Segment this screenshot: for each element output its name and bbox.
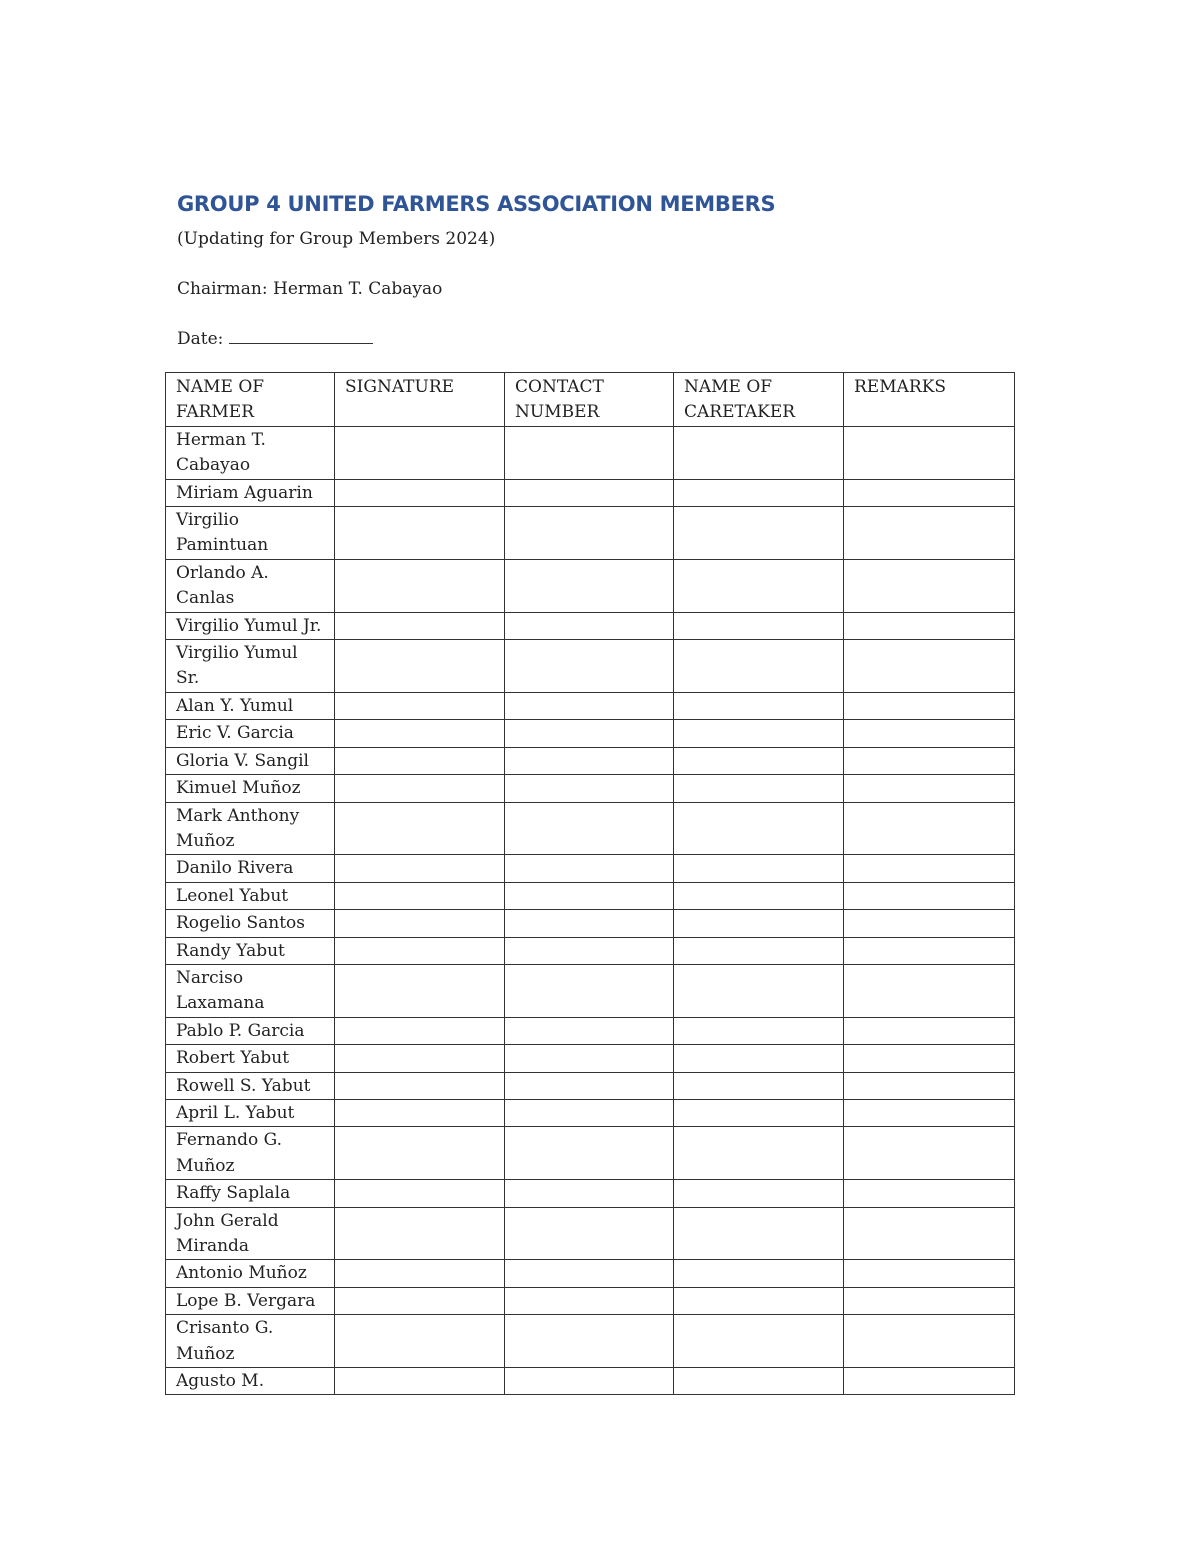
- header-name-of-farmer: NAME OF FARMER: [166, 373, 335, 427]
- signature-cell[interactable]: [335, 1260, 505, 1287]
- remarks-cell[interactable]: [844, 1099, 1015, 1126]
- farmer-name-cell: Fernando G. Muñoz: [166, 1127, 335, 1180]
- contact-number-cell[interactable]: [505, 612, 674, 639]
- contact-number-cell[interactable]: [505, 910, 674, 937]
- contact-number-cell[interactable]: [505, 1287, 674, 1314]
- remarks-cell[interactable]: [844, 802, 1015, 855]
- farmer-name-cell: John Gerald Miranda: [166, 1207, 335, 1260]
- contact-number-cell[interactable]: [505, 426, 674, 479]
- remarks-cell[interactable]: [844, 612, 1015, 639]
- farmer-name-cell: Herman T. Cabayao: [166, 426, 335, 479]
- table-row: [166, 1127, 1015, 1180]
- caretaker-cell[interactable]: [674, 479, 844, 506]
- contact-number-cell[interactable]: [505, 1315, 674, 1368]
- caretaker-cell[interactable]: [674, 1045, 844, 1072]
- contact-number-cell[interactable]: [505, 802, 674, 855]
- table-row: [166, 612, 1015, 639]
- contact-number-cell[interactable]: [505, 937, 674, 964]
- farmer-name-cell: Virgilio Yumul Jr.: [166, 612, 335, 639]
- remarks-cell[interactable]: [844, 1127, 1015, 1180]
- remarks-cell[interactable]: [844, 559, 1015, 612]
- contact-number-cell[interactable]: [505, 507, 674, 560]
- farmer-name-cell: April L. Yabut: [166, 1099, 335, 1126]
- caretaker-cell[interactable]: [674, 612, 844, 639]
- caretaker-cell[interactable]: [674, 640, 844, 693]
- remarks-cell[interactable]: [844, 855, 1015, 882]
- farmer-name-cell: Virgilio Yumul Sr.: [166, 640, 335, 693]
- farmer-name-cell: Lope B. Vergara: [166, 1287, 335, 1314]
- remarks-cell[interactable]: [844, 1045, 1015, 1072]
- farmer-name-cell: Randy Yabut: [166, 937, 335, 964]
- remarks-cell[interactable]: [844, 692, 1015, 719]
- signature-cell[interactable]: [335, 802, 505, 855]
- signature-cell[interactable]: [335, 1287, 505, 1314]
- table-row: [166, 692, 1015, 719]
- caretaker-cell[interactable]: [674, 882, 844, 909]
- table-row: [166, 747, 1015, 774]
- caretaker-cell[interactable]: [674, 747, 844, 774]
- remarks-cell[interactable]: [844, 775, 1015, 802]
- table-row: [166, 910, 1015, 937]
- signature-cell[interactable]: [335, 964, 505, 1017]
- contact-number-cell[interactable]: [505, 882, 674, 909]
- contact-number-cell[interactable]: [505, 775, 674, 802]
- signature-cell[interactable]: [335, 720, 505, 747]
- farmer-name-cell: Leonel Yabut: [166, 882, 335, 909]
- farmer-name-cell: Gloria V. Sangil: [166, 747, 335, 774]
- signature-cell[interactable]: [335, 559, 505, 612]
- signature-cell[interactable]: [335, 1099, 505, 1126]
- caretaker-cell[interactable]: [674, 775, 844, 802]
- table-row: [166, 1260, 1015, 1287]
- signature-cell[interactable]: [335, 855, 505, 882]
- signature-cell[interactable]: [335, 910, 505, 937]
- table-row: [166, 855, 1015, 882]
- header-name-of-caretaker: NAME OF CARETAKER: [674, 373, 844, 427]
- caretaker-cell[interactable]: [674, 937, 844, 964]
- contact-number-cell[interactable]: [505, 1127, 674, 1180]
- caretaker-cell[interactable]: [674, 802, 844, 855]
- contact-number-cell[interactable]: [505, 720, 674, 747]
- contact-number-cell[interactable]: [505, 1017, 674, 1044]
- contact-number-cell[interactable]: [505, 692, 674, 719]
- farmer-name-cell: Kimuel Muñoz: [166, 775, 335, 802]
- table-row: [166, 1099, 1015, 1126]
- table-row: [166, 1017, 1015, 1044]
- signature-cell[interactable]: [335, 1127, 505, 1180]
- farmer-name-cell: Eric V. Garcia: [166, 720, 335, 747]
- members-table: [165, 372, 1015, 1395]
- remarks-cell[interactable]: [844, 1180, 1015, 1207]
- remarks-cell[interactable]: [844, 1260, 1015, 1287]
- header-remarks: REMARKS: [844, 373, 1015, 427]
- caretaker-cell[interactable]: [674, 910, 844, 937]
- farmer-name-cell: Robert Yabut: [166, 1045, 335, 1072]
- signature-cell[interactable]: [335, 479, 505, 506]
- signature-cell[interactable]: [335, 1368, 505, 1395]
- caretaker-cell[interactable]: [674, 426, 844, 479]
- table-row: [166, 882, 1015, 909]
- farmer-name-cell: Crisanto G. Muñoz: [166, 1315, 335, 1368]
- contact-number-cell[interactable]: [505, 1099, 674, 1126]
- signature-cell[interactable]: [335, 747, 505, 774]
- signature-cell[interactable]: [335, 1072, 505, 1099]
- table-row: [166, 720, 1015, 747]
- signature-cell[interactable]: [335, 612, 505, 639]
- caretaker-cell[interactable]: [674, 1099, 844, 1126]
- farmer-name-cell: Raffy Saplala: [166, 1180, 335, 1207]
- signature-cell[interactable]: [335, 1180, 505, 1207]
- signature-cell[interactable]: [335, 882, 505, 909]
- farmer-name-cell: Narciso Laxamana: [166, 964, 335, 1017]
- remarks-cell[interactable]: [844, 1207, 1015, 1260]
- table-row: [166, 1368, 1015, 1395]
- farmer-name-cell: Agusto M.: [166, 1368, 335, 1395]
- caretaker-cell[interactable]: [674, 692, 844, 719]
- table-row: [166, 1180, 1015, 1207]
- table-row: [166, 559, 1015, 612]
- farmer-name-cell: Miriam Aguarin: [166, 479, 335, 506]
- farmer-name-cell: Rowell S. Yabut: [166, 1072, 335, 1099]
- signature-cell[interactable]: [335, 507, 505, 560]
- document-subtitle: (Updating for Group Members 2024): [177, 229, 496, 249]
- table-row: [166, 640, 1015, 693]
- caretaker-cell[interactable]: [674, 720, 844, 747]
- farmer-name-cell: Pablo P. Garcia: [166, 1017, 335, 1044]
- chairman-line: Chairman: Herman T. Cabayao: [177, 279, 443, 299]
- caretaker-cell[interactable]: [674, 1368, 844, 1395]
- signature-cell[interactable]: [335, 692, 505, 719]
- remarks-cell[interactable]: [844, 640, 1015, 693]
- contact-number-cell[interactable]: [505, 1180, 674, 1207]
- remarks-cell[interactable]: [844, 720, 1015, 747]
- contact-number-cell[interactable]: [505, 1368, 674, 1395]
- caretaker-cell[interactable]: [674, 507, 844, 560]
- caretaker-cell[interactable]: [674, 964, 844, 1017]
- date-line: [177, 327, 373, 349]
- contact-number-cell[interactable]: [505, 559, 674, 612]
- remarks-cell[interactable]: [844, 1368, 1015, 1395]
- table-row: [166, 1287, 1015, 1314]
- farmer-name-cell: Mark Anthony Muñoz: [166, 802, 335, 855]
- contact-number-cell[interactable]: [505, 640, 674, 693]
- signature-cell[interactable]: [335, 1017, 505, 1044]
- table-row: [166, 802, 1015, 855]
- remarks-cell[interactable]: [844, 882, 1015, 909]
- contact-number-cell[interactable]: [505, 747, 674, 774]
- remarks-cell[interactable]: [844, 964, 1015, 1017]
- table-row: [166, 1315, 1015, 1368]
- signature-cell[interactable]: [335, 1315, 505, 1368]
- remarks-cell[interactable]: [844, 937, 1015, 964]
- caretaker-cell[interactable]: [674, 1315, 844, 1368]
- remarks-cell[interactable]: [844, 426, 1015, 479]
- remarks-cell[interactable]: [844, 1072, 1015, 1099]
- header-signature: SIGNATURE: [335, 373, 505, 427]
- table-row: [166, 426, 1015, 479]
- caretaker-cell[interactable]: [674, 1207, 844, 1260]
- contact-number-cell[interactable]: [505, 964, 674, 1017]
- table-row: [166, 479, 1015, 506]
- caretaker-cell[interactable]: [674, 1017, 844, 1044]
- caretaker-cell[interactable]: [674, 855, 844, 882]
- caretaker-cell[interactable]: [674, 1072, 844, 1099]
- remarks-cell[interactable]: [844, 479, 1015, 506]
- remarks-cell[interactable]: [844, 1315, 1015, 1368]
- signature-cell[interactable]: [335, 775, 505, 802]
- remarks-cell[interactable]: [844, 1017, 1015, 1044]
- table-row: [166, 964, 1015, 1017]
- farmer-name-cell: Alan Y. Yumul: [166, 692, 335, 719]
- caretaker-cell[interactable]: [674, 559, 844, 612]
- farmer-name-cell: Rogelio Santos: [166, 910, 335, 937]
- farmer-name-cell: Danilo Rivera: [166, 855, 335, 882]
- caretaker-cell[interactable]: [674, 1180, 844, 1207]
- remarks-cell[interactable]: [844, 747, 1015, 774]
- farmer-name-cell: Virgilio Pamintuan: [166, 507, 335, 560]
- table-row: [166, 507, 1015, 560]
- table-row: [166, 1207, 1015, 1260]
- remarks-cell[interactable]: [844, 507, 1015, 560]
- remarks-cell[interactable]: [844, 1287, 1015, 1314]
- contact-number-cell[interactable]: [505, 1207, 674, 1260]
- date-label: Date:: [177, 329, 224, 349]
- table-row: [166, 1045, 1015, 1072]
- table-row: [166, 937, 1015, 964]
- contact-number-cell[interactable]: [505, 855, 674, 882]
- signature-cell[interactable]: [335, 1045, 505, 1072]
- document-title: GROUP 4 UNITED FARMERS ASSOCIATION MEMBERS: [177, 192, 776, 216]
- farmer-name-cell: Antonio Muñoz: [166, 1260, 335, 1287]
- date-blank-field[interactable]: [229, 327, 373, 344]
- signature-cell[interactable]: [335, 937, 505, 964]
- contact-number-cell[interactable]: [505, 1072, 674, 1099]
- table-header-row: [166, 373, 1015, 427]
- remarks-cell[interactable]: [844, 910, 1015, 937]
- contact-number-cell[interactable]: [505, 1045, 674, 1072]
- contact-number-cell[interactable]: [505, 479, 674, 506]
- caretaker-cell[interactable]: [674, 1287, 844, 1314]
- signature-cell[interactable]: [335, 640, 505, 693]
- caretaker-cell[interactable]: [674, 1127, 844, 1180]
- contact-number-cell[interactable]: [505, 1260, 674, 1287]
- table-row: [166, 775, 1015, 802]
- table-row: [166, 1072, 1015, 1099]
- caretaker-cell[interactable]: [674, 1260, 844, 1287]
- signature-cell[interactable]: [335, 426, 505, 479]
- farmer-name-cell: Orlando A. Canlas: [166, 559, 335, 612]
- header-contact-number: CONTACT NUMBER: [505, 373, 674, 427]
- signature-cell[interactable]: [335, 1207, 505, 1260]
